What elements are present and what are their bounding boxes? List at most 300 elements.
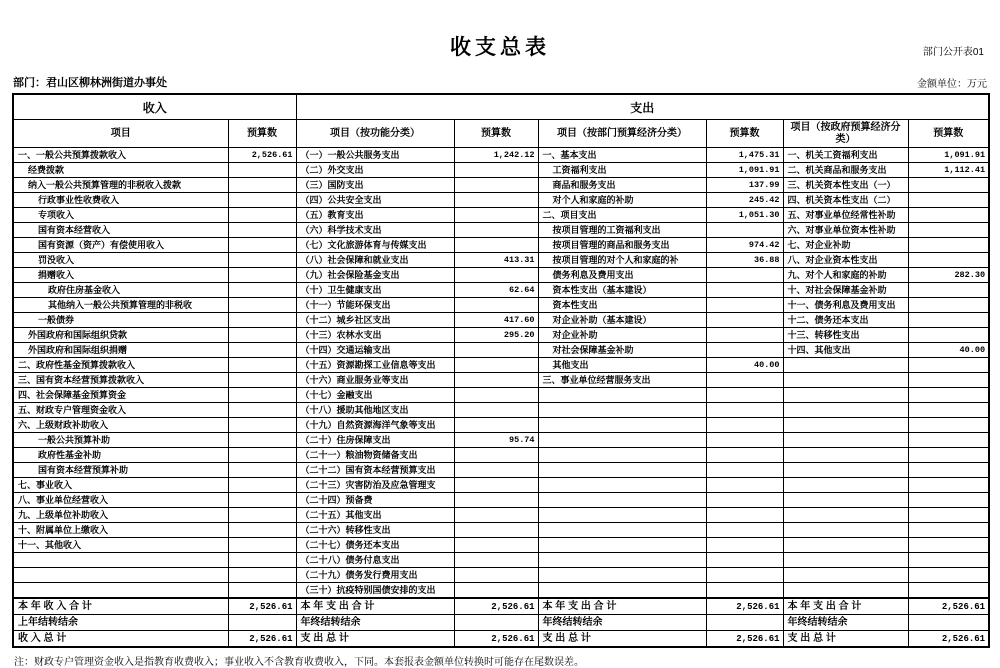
income-value-cell (228, 538, 296, 553)
functional-item-cell: （二十三）灾害防治及应急管理支 (296, 478, 454, 493)
budget-summary-table (12, 93, 990, 648)
income-value-cell (228, 388, 296, 403)
dept-economic-item-cell (538, 493, 706, 508)
dept-economic-value-cell (706, 223, 783, 238)
functional-item-cell: （二十八）债务付息支出 (296, 553, 454, 568)
column-header-row (13, 120, 989, 148)
table-row (13, 343, 989, 358)
footer-label-cell: 本 年 支 出 合 计 (783, 598, 908, 615)
dept-economic-value-cell (706, 448, 783, 463)
table-footer-row (13, 615, 989, 631)
table-row (13, 418, 989, 433)
functional-value-cell (454, 223, 538, 238)
dept-economic-value-cell (706, 418, 783, 433)
income-value-cell (228, 253, 296, 268)
dept-economic-value-cell (706, 553, 783, 568)
govt-economic-item-cell (783, 568, 908, 583)
income-item-cell: 行政事业性收费收入 (13, 193, 228, 208)
table-row (13, 478, 989, 493)
dept-economic-value-cell: 36.88 (706, 253, 783, 268)
functional-value-cell (454, 358, 538, 373)
dept-economic-item-cell (538, 538, 706, 553)
dept-economic-budget-header: 预算数 (706, 120, 783, 148)
govt-economic-item-cell (783, 553, 908, 568)
footer-value-cell: 2,526.61 (228, 598, 296, 615)
table-row (13, 493, 989, 508)
functional-value-cell (454, 418, 538, 433)
income-value-cell (228, 493, 296, 508)
govt-economic-value-cell: 282.30 (908, 268, 989, 283)
govt-economic-item-cell: 二、机关商品和服务支出 (783, 163, 908, 178)
footer-value-cell: 2,526.61 (454, 598, 538, 615)
table-row (13, 523, 989, 538)
govt-economic-item-cell (783, 403, 908, 418)
govt-economic-value-cell (908, 283, 989, 298)
functional-item-cell: （八）社会保障和就业支出 (296, 253, 454, 268)
income-value-cell (228, 553, 296, 568)
functional-value-cell (454, 583, 538, 599)
functional-value-cell: 95.74 (454, 433, 538, 448)
functional-item-cell: （二十二）国有资本经营预算支出 (296, 463, 454, 478)
functional-item-cell: （十一）节能环保支出 (296, 298, 454, 313)
income-value-cell (228, 328, 296, 343)
dept-economic-value-cell (706, 583, 783, 599)
govt-economic-item-cell: 六、对事业单位资本性补助 (783, 223, 908, 238)
functional-value-cell: 413.31 (454, 253, 538, 268)
functional-value-cell (454, 388, 538, 403)
dept-economic-item-cell (538, 448, 706, 463)
govt-economic-item-cell: 八、对企业资本性支出 (783, 253, 908, 268)
page-title: 收支总表 (450, 36, 550, 59)
functional-item-cell: （二十一）粮油物资储备支出 (296, 448, 454, 463)
income-value-cell (228, 418, 296, 433)
table-row (13, 223, 989, 238)
dept-economic-item-cell: 对企业补助 (538, 328, 706, 343)
functional-item-cell: （二十五）其他支出 (296, 508, 454, 523)
income-item-cell (13, 553, 228, 568)
functional-item-cell: （十三）农林水支出 (296, 328, 454, 343)
govt-economic-value-cell (908, 493, 989, 508)
govt-economic-item-cell: 十一、债务利息及费用支出 (783, 298, 908, 313)
govt-economic-item-header: 项目（按政府预算经济分类） (783, 120, 908, 148)
govt-economic-item-cell (783, 478, 908, 493)
dept-economic-value-cell (706, 283, 783, 298)
dept-economic-value-cell (706, 403, 783, 418)
income-item-cell: 四、社会保障基金预算资金 (13, 388, 228, 403)
dept-economic-value-cell (706, 568, 783, 583)
footer-label-cell: 本 年 支 出 合 计 (538, 598, 706, 615)
income-value-cell (228, 433, 296, 448)
dept-economic-value-cell: 1,475.31 (706, 148, 783, 163)
table-row (13, 163, 989, 178)
functional-value-cell: 417.60 (454, 313, 538, 328)
functional-value-cell (454, 208, 538, 223)
table-row (13, 238, 989, 253)
income-item-cell: 外国政府和国际组织捐赠 (13, 343, 228, 358)
functional-item-cell: （三）国防支出 (296, 178, 454, 193)
govt-economic-value-cell (908, 508, 989, 523)
footer-value-cell: 2,526.61 (908, 631, 989, 648)
table-row (13, 583, 989, 599)
functional-item-header: 项目（按功能分类） (296, 120, 454, 148)
govt-economic-value-cell (908, 208, 989, 223)
dept-economic-value-cell (706, 328, 783, 343)
table-row (13, 253, 989, 268)
functional-value-cell (454, 523, 538, 538)
functional-item-cell: （十四）交通运输支出 (296, 343, 454, 358)
functional-item-cell: （三十）抗疫特别国债安排的支出 (296, 583, 454, 599)
dept-economic-item-cell (538, 388, 706, 403)
dept-economic-item-cell: 按项目管理的工资福利支出 (538, 223, 706, 238)
table-row (13, 373, 989, 388)
govt-economic-value-cell (908, 193, 989, 208)
income-item-cell: 经费拨款 (13, 163, 228, 178)
department-label: 部门：君山区柳林洲街道办事处 (13, 77, 167, 89)
footer-value-cell (454, 615, 538, 631)
footnote: 注：财政专户管理资金收入是指教育收费收入；事业收入不含教育收费收入，下同。本套报表金额单位转换时可能存在尾数误差。 (14, 657, 584, 668)
govt-economic-value-cell (908, 478, 989, 493)
footer-value-cell (908, 615, 989, 631)
footer-value-cell: 2,526.61 (706, 631, 783, 648)
dept-economic-value-cell (706, 523, 783, 538)
govt-economic-value-cell (908, 568, 989, 583)
functional-item-cell: （七）文化旅游体育与传媒支出 (296, 238, 454, 253)
govt-economic-item-cell: 九、对个人和家庭的补助 (783, 268, 908, 283)
income-item-cell: 二、政府性基金预算拨款收入 (13, 358, 228, 373)
govt-economic-item-cell: 十四、其他支出 (783, 343, 908, 358)
govt-economic-budget-header: 预算数 (908, 120, 989, 148)
table-row (13, 283, 989, 298)
dept-economic-item-cell: 债务利息及费用支出 (538, 268, 706, 283)
income-value-cell (228, 223, 296, 238)
group-header-row (13, 94, 989, 120)
footer-value-cell (228, 615, 296, 631)
govt-economic-item-cell (783, 583, 908, 599)
income-item-cell: 政府住房基金收入 (13, 283, 228, 298)
income-item-cell: 外国政府和国际组织贷款 (13, 328, 228, 343)
income-item-cell: 九、上级单位补助收入 (13, 508, 228, 523)
functional-item-cell: （二）外交支出 (296, 163, 454, 178)
functional-value-cell (454, 403, 538, 418)
govt-economic-value-cell (908, 418, 989, 433)
functional-value-cell (454, 178, 538, 193)
footer-label-cell: 收 入 总 计 (13, 631, 228, 648)
govt-economic-value-cell: 40.00 (908, 343, 989, 358)
table-row (13, 403, 989, 418)
dept-economic-item-cell (538, 523, 706, 538)
functional-value-cell (454, 238, 538, 253)
income-item-cell: 一、一般公共预算拨款收入 (13, 148, 228, 163)
table-row (13, 388, 989, 403)
dept-economic-value-cell (706, 298, 783, 313)
functional-item-cell: （十七）金融支出 (296, 388, 454, 403)
dept-economic-item-header: 项目（按部门预算经济分类） (538, 120, 706, 148)
govt-economic-item-cell (783, 388, 908, 403)
functional-item-cell: （二十四）预备费 (296, 493, 454, 508)
dept-economic-value-cell: 137.99 (706, 178, 783, 193)
amount-unit-label: 金额单位：万元 (917, 79, 987, 90)
functional-budget-header: 预算数 (454, 120, 538, 148)
govt-economic-item-cell (783, 523, 908, 538)
footer-label-cell: 上年结转结余 (13, 615, 228, 631)
table-body (13, 148, 989, 648)
income-group-header: 收入 (13, 94, 296, 120)
functional-item-cell: （九）社会保险基金支出 (296, 268, 454, 283)
functional-value-cell: 62.64 (454, 283, 538, 298)
income-item-cell: 七、事业收入 (13, 478, 228, 493)
income-value-cell (228, 403, 296, 418)
table-row (13, 178, 989, 193)
functional-value-cell (454, 463, 538, 478)
govt-economic-value-cell (908, 403, 989, 418)
dept-economic-value-cell (706, 343, 783, 358)
table-row (13, 433, 989, 448)
dept-economic-value-cell (706, 478, 783, 493)
income-value-cell (228, 358, 296, 373)
income-value-cell (228, 478, 296, 493)
dept-economic-value-cell (706, 388, 783, 403)
govt-economic-item-cell: 四、机关资本性支出（二） (783, 193, 908, 208)
income-item-cell: 国有资源（资产）有偿使用收入 (13, 238, 228, 253)
govt-economic-value-cell (908, 313, 989, 328)
govt-economic-item-cell (783, 493, 908, 508)
income-budget-header: 预算数 (228, 120, 296, 148)
income-value-cell: 2,526.61 (228, 148, 296, 163)
table-row (13, 538, 989, 553)
income-item-cell (13, 568, 228, 583)
table-row (13, 508, 989, 523)
functional-value-cell (454, 568, 538, 583)
income-item-cell: 三、国有资本经营预算拨款收入 (13, 373, 228, 388)
functional-value-cell (454, 553, 538, 568)
govt-economic-item-cell (783, 418, 908, 433)
income-item-cell: 其他纳入一般公共预算管理的非税收 (13, 298, 228, 313)
table-row (13, 298, 989, 313)
functional-value-cell (454, 373, 538, 388)
dept-economic-item-cell (538, 583, 706, 599)
dept-economic-value-cell (706, 433, 783, 448)
dept-economic-value-cell (706, 313, 783, 328)
table-row (13, 193, 989, 208)
govt-economic-item-cell: 一、机关工资福利支出 (783, 148, 908, 163)
functional-value-cell (454, 298, 538, 313)
functional-item-cell: （六）科学技术支出 (296, 223, 454, 238)
dept-economic-value-cell: 1,091.91 (706, 163, 783, 178)
govt-economic-item-cell (783, 358, 908, 373)
income-value-cell (228, 298, 296, 313)
functional-item-cell: （十）卫生健康支出 (296, 283, 454, 298)
dept-economic-value-cell: 974.42 (706, 238, 783, 253)
table-row (13, 358, 989, 373)
functional-item-cell: （二十六）转移性支出 (296, 523, 454, 538)
income-value-cell (228, 523, 296, 538)
income-item-cell: 专项收入 (13, 208, 228, 223)
income-value-cell (228, 568, 296, 583)
income-value-cell (228, 343, 296, 358)
dept-economic-item-cell: 商品和服务支出 (538, 178, 706, 193)
dept-economic-item-cell (538, 418, 706, 433)
footer-label-cell: 本 年 支 出 合 计 (296, 598, 454, 615)
income-value-cell (228, 448, 296, 463)
govt-economic-item-cell: 十二、债务还本支出 (783, 313, 908, 328)
income-value-cell (228, 583, 296, 599)
govt-economic-item-cell: 七、对企业补助 (783, 238, 908, 253)
income-item-cell (13, 583, 228, 599)
dept-economic-item-cell: 按项目管理的对个人和家庭的补 (538, 253, 706, 268)
functional-item-cell: （十六）商业服务业等支出 (296, 373, 454, 388)
form-number-label: 部门公开表01 (922, 47, 984, 58)
income-value-cell (228, 373, 296, 388)
income-value-cell (228, 283, 296, 298)
income-value-cell (228, 208, 296, 223)
functional-value-cell (454, 448, 538, 463)
dept-economic-item-cell: 工资福利支出 (538, 163, 706, 178)
footer-label-cell: 年终结转结余 (296, 615, 454, 631)
footer-label-cell: 支 出 总 计 (538, 631, 706, 648)
govt-economic-value-cell (908, 238, 989, 253)
functional-value-cell (454, 193, 538, 208)
govt-economic-value-cell (908, 388, 989, 403)
income-item-cell: 一般债券 (13, 313, 228, 328)
functional-value-cell: 295.20 (454, 328, 538, 343)
functional-item-cell: （四）公共安全支出 (296, 193, 454, 208)
income-item-cell: 十、附属单位上缴收入 (13, 523, 228, 538)
table-row (13, 448, 989, 463)
govt-economic-item-cell: 五、对事业单位经常性补助 (783, 208, 908, 223)
income-value-cell (228, 463, 296, 478)
govt-economic-value-cell (908, 583, 989, 599)
table-row (13, 148, 989, 163)
govt-economic-item-cell (783, 538, 908, 553)
footer-value-cell: 2,526.61 (228, 631, 296, 648)
govt-economic-value-cell (908, 328, 989, 343)
govt-economic-value-cell (908, 553, 989, 568)
income-value-cell (228, 193, 296, 208)
expenditure-group-header: 支出 (296, 94, 989, 120)
dept-economic-item-cell: 一、基本支出 (538, 148, 706, 163)
govt-economic-item-cell: 十、对社会保障基金补助 (783, 283, 908, 298)
dept-economic-value-cell (706, 463, 783, 478)
dept-economic-item-cell: 三、事业单位经营服务支出 (538, 373, 706, 388)
table-row (13, 208, 989, 223)
dept-economic-value-cell (706, 493, 783, 508)
income-item-cell: 纳入一般公共预算管理的非税收入拨款 (13, 178, 228, 193)
table-row (13, 328, 989, 343)
income-value-cell (228, 178, 296, 193)
table-footer-row (13, 631, 989, 648)
govt-economic-value-cell: 1,091.91 (908, 148, 989, 163)
footer-label-cell: 年终结转结余 (538, 615, 706, 631)
dept-economic-value-cell (706, 268, 783, 283)
govt-economic-value-cell (908, 448, 989, 463)
govt-economic-value-cell (908, 463, 989, 478)
dept-economic-item-cell: 二、项目支出 (538, 208, 706, 223)
govt-economic-value-cell (908, 223, 989, 238)
functional-value-cell (454, 268, 538, 283)
dept-economic-value-cell (706, 538, 783, 553)
dept-economic-item-cell: 其他支出 (538, 358, 706, 373)
functional-value-cell (454, 478, 538, 493)
footer-label-cell: 本 年 收 入 合 计 (13, 598, 228, 615)
functional-item-cell: （二十七）债务还本支出 (296, 538, 454, 553)
income-item-header: 项目 (13, 120, 228, 148)
govt-economic-value-cell: 1,112.41 (908, 163, 989, 178)
income-item-cell: 政府性基金补助 (13, 448, 228, 463)
footer-value-cell (706, 615, 783, 631)
income-item-cell: 罚没收入 (13, 253, 228, 268)
income-item-cell: 六、上级财政补助收入 (13, 418, 228, 433)
govt-economic-value-cell (908, 373, 989, 388)
table-row (13, 463, 989, 478)
functional-item-cell: （十八）援助其他地区支出 (296, 403, 454, 418)
dept-economic-item-cell (538, 478, 706, 493)
govt-economic-item-cell (783, 508, 908, 523)
dept-economic-item-cell: 资本性支出 (538, 298, 706, 313)
govt-economic-value-cell (908, 253, 989, 268)
dept-economic-value-cell: 245.42 (706, 193, 783, 208)
functional-value-cell: 1,242.12 (454, 148, 538, 163)
functional-item-cell: （二十）住房保障支出 (296, 433, 454, 448)
functional-value-cell (454, 508, 538, 523)
functional-value-cell (454, 493, 538, 508)
govt-economic-item-cell (783, 433, 908, 448)
functional-value-cell (454, 538, 538, 553)
income-item-cell: 国有资本经营预算补助 (13, 463, 228, 478)
govt-economic-value-cell (908, 358, 989, 373)
functional-item-cell: （一）一般公共服务支出 (296, 148, 454, 163)
dept-economic-item-cell (538, 553, 706, 568)
govt-economic-value-cell (908, 538, 989, 553)
income-item-cell: 国有资本经营收入 (13, 223, 228, 238)
footer-value-cell: 2,526.61 (908, 598, 989, 615)
dept-economic-item-cell: 对个人和家庭的补助 (538, 193, 706, 208)
functional-item-cell: （十五）资源勘探工业信息等支出 (296, 358, 454, 373)
income-item-cell: 十一、其他收入 (13, 538, 228, 553)
govt-economic-value-cell (908, 298, 989, 313)
functional-item-cell: （十九）自然资源海洋气象等支出 (296, 418, 454, 433)
table-row (13, 568, 989, 583)
govt-economic-item-cell (783, 463, 908, 478)
dept-economic-value-cell: 1,051.30 (706, 208, 783, 223)
table-meta-row (13, 74, 987, 90)
dept-economic-value-cell (706, 373, 783, 388)
table-row (13, 313, 989, 328)
footer-value-cell: 2,526.61 (454, 631, 538, 648)
income-item-cell: 八、事业单位经营收入 (13, 493, 228, 508)
income-item-cell: 一般公共预算补助 (13, 433, 228, 448)
govt-economic-item-cell (783, 448, 908, 463)
dept-economic-item-cell: 对企业补助（基本建设） (538, 313, 706, 328)
footer-label-cell: 支 出 总 计 (296, 631, 454, 648)
govt-economic-item-cell: 三、机关资本性支出（一） (783, 178, 908, 193)
dept-economic-value-cell (706, 508, 783, 523)
functional-item-cell: （二十九）债务发行费用支出 (296, 568, 454, 583)
income-value-cell (228, 508, 296, 523)
dept-economic-item-cell (538, 403, 706, 418)
functional-item-cell: （五）教育支出 (296, 208, 454, 223)
income-item-cell: 捐赠收入 (13, 268, 228, 283)
income-value-cell (228, 163, 296, 178)
income-value-cell (228, 238, 296, 253)
table-row (13, 268, 989, 283)
dept-economic-item-cell: 按项目管理的商品和服务支出 (538, 238, 706, 253)
dept-economic-item-cell: 对社会保障基金补助 (538, 343, 706, 358)
footer-label-cell: 支 出 总 计 (783, 631, 908, 648)
dept-economic-item-cell (538, 568, 706, 583)
govt-economic-item-cell (783, 373, 908, 388)
dept-economic-item-cell (538, 463, 706, 478)
footer-value-cell: 2,526.61 (706, 598, 783, 615)
